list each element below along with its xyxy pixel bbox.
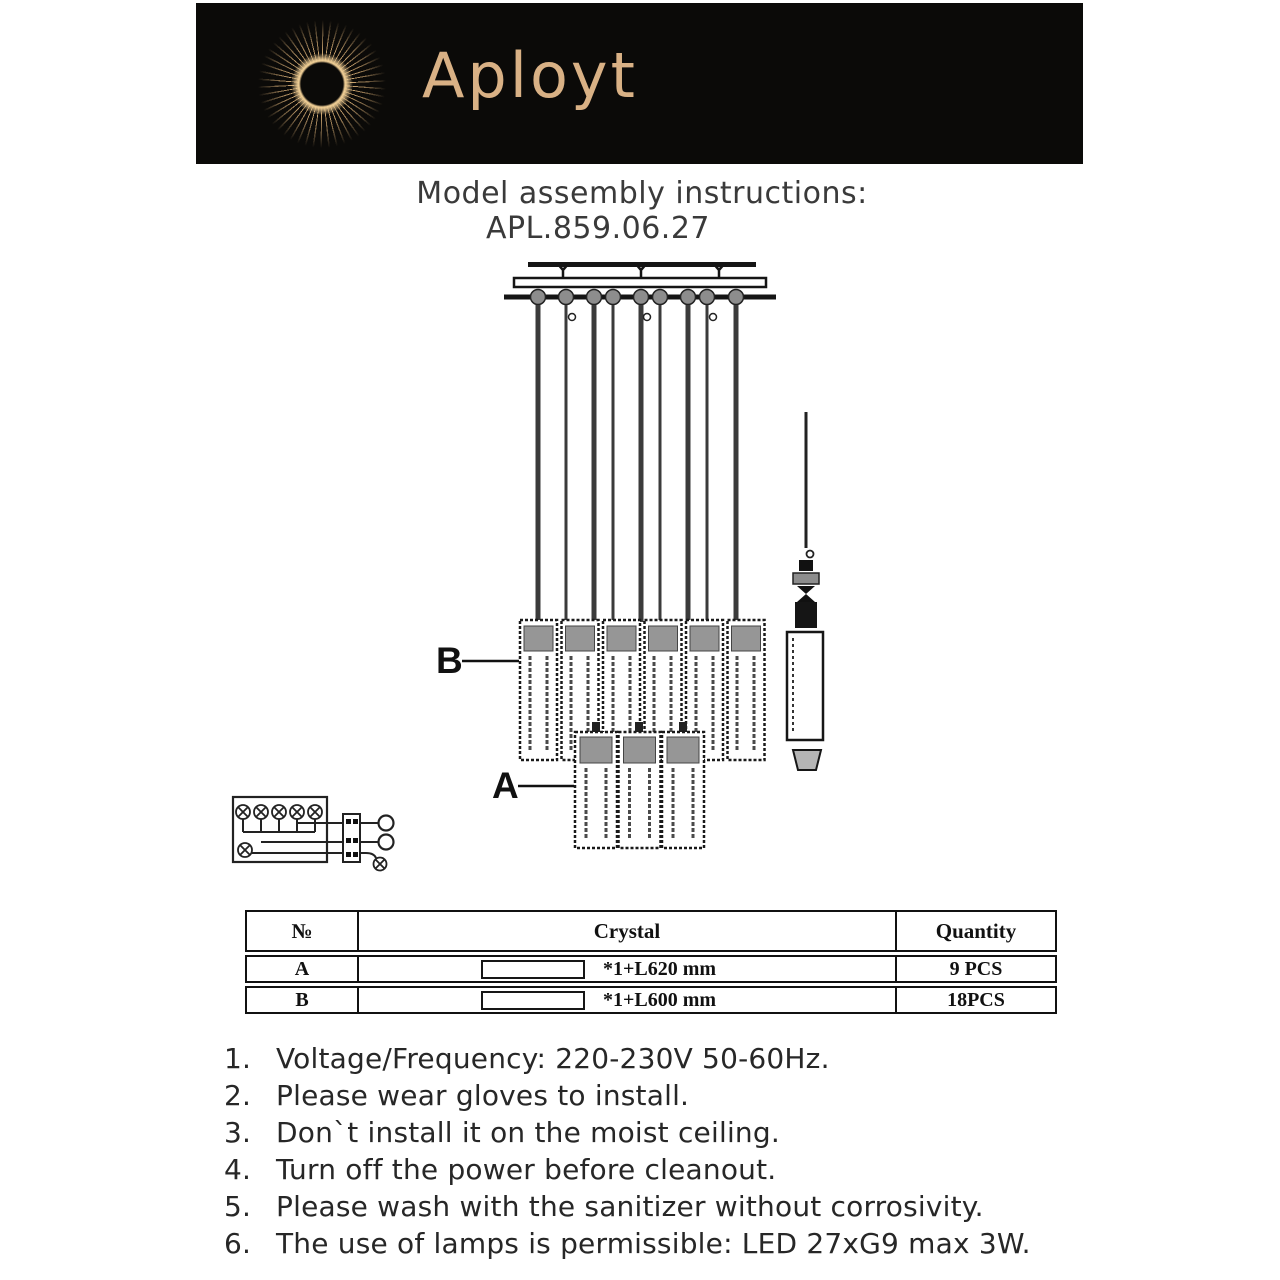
list-item <box>224 1114 1124 1151</box>
diagram-label-a: A <box>492 765 519 806</box>
row-a-quantity: 9 PCS <box>949 957 1003 980</box>
item-number: 5. <box>224 1190 252 1223</box>
crystal-row-a <box>575 722 704 848</box>
row-a-crystal-size: *1+L620 mm <box>603 957 717 980</box>
instructions-list <box>224 1040 1124 1262</box>
item-text: Don`t install it on the moist ceiling. <box>276 1116 780 1149</box>
corner-rays-decoration-icon <box>773 3 1083 164</box>
row-b-crystal-size: *1+L600 mm <box>603 988 717 1011</box>
header-crystal: Crystal <box>357 912 897 950</box>
list-item <box>224 1151 1124 1188</box>
item-text: Turn off the power before cleanout. <box>276 1153 777 1186</box>
brand-wordmark: Aployt <box>422 39 638 112</box>
item-text: Please wear gloves to install. <box>276 1079 690 1112</box>
list-item <box>224 1225 1124 1262</box>
item-number: 6. <box>224 1227 252 1260</box>
table-row-b <box>245 986 1057 1014</box>
assembly-diagram <box>200 252 860 902</box>
header-quantity: Quantity <box>935 918 1017 943</box>
hanging-rods <box>538 305 736 622</box>
item-number: 4. <box>224 1153 252 1186</box>
list-item <box>224 1077 1124 1114</box>
sunburst-logo-icon <box>254 16 390 152</box>
table-row-a <box>245 955 1057 983</box>
header-number: № <box>291 918 313 943</box>
diagram-label-b: B <box>436 640 463 681</box>
brand-banner <box>196 3 1083 164</box>
crystal-swatch-icon <box>481 991 585 1010</box>
page-title: Model assembly instructions: <box>416 176 868 211</box>
parts-table-header-row <box>245 910 1057 952</box>
item-number: 2. <box>224 1079 252 1112</box>
item-text: Voltage/Frequency: 220-230V 50-60Hz. <box>276 1042 830 1075</box>
list-item <box>224 1040 1124 1077</box>
item-text: The use of lamps is permissible: LED 27xG9 max 3W. <box>276 1227 1031 1260</box>
exploded-pendant <box>787 412 823 770</box>
row-a-number: A <box>294 957 310 980</box>
model-number: APL.859.06.27 <box>485 211 711 246</box>
item-number: 1. <box>224 1042 252 1075</box>
crystal-swatch-icon <box>481 960 585 979</box>
row-b-quantity: 18PCS <box>947 988 1005 1011</box>
row-a-crystal-cell <box>357 957 897 981</box>
item-text: Please wash with the sanitizer without corrosivity. <box>276 1190 984 1223</box>
ceiling-mount <box>504 262 776 305</box>
row-b-crystal-cell <box>357 988 897 1012</box>
list-item <box>224 1188 1124 1225</box>
row-b-number: B <box>295 988 309 1011</box>
item-number: 3. <box>224 1116 252 1149</box>
parts-table <box>245 910 1057 1017</box>
wiring-diagram <box>233 797 394 871</box>
